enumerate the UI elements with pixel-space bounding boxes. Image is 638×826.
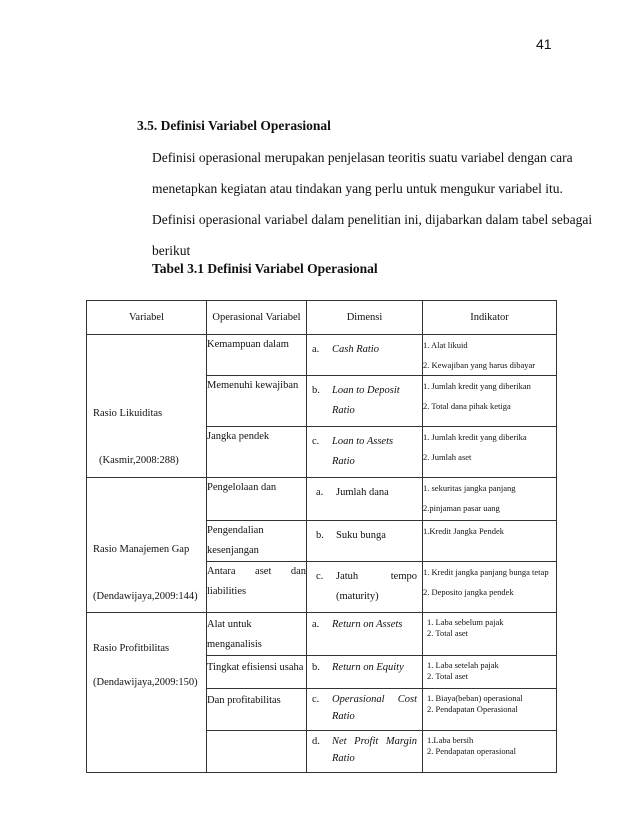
dimension-text: Ratio bbox=[332, 753, 355, 764]
dimension-cell bbox=[307, 731, 423, 773]
indicator-cell bbox=[423, 656, 557, 689]
dimension-text: Loan to Assets Ratio bbox=[332, 436, 394, 467]
dimension-cell bbox=[307, 478, 423, 521]
operational-variable-table bbox=[86, 300, 557, 773]
dimension-text: Return on Assets bbox=[332, 619, 403, 630]
indicator-cell bbox=[423, 731, 557, 773]
section-heading: 3.5. Definisi Variabel Operasional bbox=[137, 118, 331, 133]
dimension-text: Operasional Cost bbox=[332, 694, 417, 705]
table-row bbox=[87, 335, 557, 376]
indicator-line: 1. Jumlah kredit yang diberikan bbox=[423, 381, 531, 391]
operational-cell: Jangka pendek bbox=[207, 427, 307, 478]
dimension-text: Loan to Deposit Ratio bbox=[332, 385, 400, 416]
dimension-text: Suku bunga bbox=[336, 530, 386, 541]
variable-source: (Kasmir,2008:288) bbox=[99, 455, 179, 466]
dimension-text: Ratio bbox=[332, 711, 355, 722]
dimension-cell bbox=[307, 521, 423, 562]
operational-cell: Kemampuan dalam bbox=[207, 335, 307, 376]
operational-line: kesenjangan bbox=[207, 545, 259, 556]
indicator-line: 2. Kewajiban yang harus dibayar bbox=[423, 360, 536, 370]
dimension-cell bbox=[307, 689, 423, 731]
dimension-letter: a. bbox=[316, 487, 324, 498]
dimension-text: Return on Equity bbox=[332, 662, 404, 673]
operational-cell bbox=[207, 562, 307, 613]
operational-cell: Tingkat efisiensi usaha bbox=[207, 656, 307, 689]
indicator-line: 1. Jumlah kredit yang diberika bbox=[423, 432, 527, 442]
operational-line: Pengendalian bbox=[207, 525, 264, 536]
paragraph-line: Definisi operasional merupakan penjelasan teoritis suatu variabel dengan cara bbox=[152, 150, 573, 165]
operational-line: Antara aset dan bbox=[207, 566, 306, 577]
paragraph-line: Definisi operasional variabel dalam penelitian ini, dijabarkan dalam tabel sebagai bbox=[152, 212, 593, 227]
dimension-cell bbox=[307, 562, 423, 613]
indicator-line: 2. Deposito jangka pendek bbox=[423, 587, 514, 597]
indicator-line: 2. Total dana pihak ketiga bbox=[423, 401, 511, 411]
dimension-letter: c. bbox=[312, 436, 320, 447]
indicator-line: 2. Total aset bbox=[427, 628, 469, 638]
dimension-text: (maturity) bbox=[336, 591, 379, 602]
dimension-letter: c. bbox=[312, 694, 320, 705]
table-row bbox=[87, 613, 557, 656]
table-row bbox=[87, 478, 557, 521]
indicator-line: 1.Kredit Jangka Pendek bbox=[423, 526, 504, 536]
body-paragraph bbox=[152, 142, 593, 266]
table-header-row bbox=[87, 301, 557, 335]
indicator-line: 1. sekuritas jangka panjang bbox=[423, 483, 516, 493]
dimension-letter: b. bbox=[312, 385, 320, 396]
operational-cell: Dan profitabilitas bbox=[207, 689, 307, 731]
variable-cell-manajemen-gap bbox=[87, 478, 207, 613]
variable-name: Rasio Profitbilitas bbox=[93, 643, 170, 654]
dimension-cell bbox=[307, 335, 423, 376]
indicator-line: 2. Total aset bbox=[427, 671, 469, 681]
dimension-letter: a. bbox=[312, 344, 320, 355]
operational-cell bbox=[207, 521, 307, 562]
indicator-cell bbox=[423, 689, 557, 731]
operational-cell: Memenuhi kewajiban bbox=[207, 376, 307, 427]
dimension-letter: b. bbox=[316, 530, 324, 541]
variable-cell-profitbilitas bbox=[87, 613, 207, 773]
dimension-cell bbox=[307, 613, 423, 656]
header-indikator: Indikator bbox=[423, 301, 557, 335]
variable-name: Rasio Manajemen Gap bbox=[93, 544, 190, 555]
variable-source: (Dendawijaya,2009:150) bbox=[93, 677, 198, 688]
header-operasional: Operasional Variabel bbox=[207, 301, 307, 335]
indicator-line: 1.Laba bersih bbox=[427, 735, 474, 745]
dimension-text: Jatuh tempo bbox=[336, 571, 417, 582]
indicator-line: 2.pinjaman pasar uang bbox=[423, 503, 500, 513]
indicator-line: 2. Pendapatan Operasional bbox=[427, 704, 518, 714]
paragraph-line: menetapkan kegiatan atau tindakan yang perlu untuk mengukur variabel itu. bbox=[152, 181, 563, 196]
indicator-line: 1. Kredit jangka panjang bunga tetap bbox=[423, 567, 549, 577]
indicator-line: 1. Biaya(beban) operasional bbox=[427, 693, 523, 703]
dimension-text: Net Profit Margin bbox=[332, 736, 417, 747]
table-caption: Tabel 3.1 Definisi Variabel Operasional bbox=[152, 261, 378, 276]
dimension-letter: a. bbox=[312, 619, 320, 630]
indicator-cell bbox=[423, 478, 557, 521]
indicator-cell bbox=[423, 613, 557, 656]
indicator-cell bbox=[423, 521, 557, 562]
indicator-cell bbox=[423, 427, 557, 478]
variable-source: (Dendawijaya,2009:144) bbox=[93, 591, 198, 602]
variable-cell-likuiditas bbox=[87, 335, 207, 478]
indicator-line: 1. Laba setelah pajak bbox=[427, 660, 499, 670]
indicator-cell bbox=[423, 335, 557, 376]
dimension-cell bbox=[307, 376, 423, 427]
operational-cell bbox=[207, 731, 307, 773]
dimension-cell bbox=[307, 427, 423, 478]
indicator-line: 1. Laba sebelum pajak bbox=[427, 617, 504, 627]
dimension-cell bbox=[307, 656, 423, 689]
dimension-text: Cash Ratio bbox=[332, 344, 379, 355]
indicator-cell bbox=[423, 376, 557, 427]
dimension-letter: d. bbox=[312, 736, 320, 747]
page-number: 41 bbox=[536, 36, 552, 52]
indicator-cell bbox=[423, 562, 557, 613]
indicator-line: 2. Pendapatan operasional bbox=[427, 746, 516, 756]
operational-cell: Alat untuk menganalisis bbox=[207, 613, 307, 656]
variable-name: Rasio Likuiditas bbox=[93, 408, 163, 419]
indicator-line: 2. Jumlah aset bbox=[423, 452, 472, 462]
header-dimensi: Dimensi bbox=[307, 301, 423, 335]
dimension-letter: b. bbox=[312, 662, 320, 673]
dimension-letter: c. bbox=[316, 571, 324, 582]
header-variabel: Variabel bbox=[87, 301, 207, 335]
operational-cell: Pengelolaan dan bbox=[207, 478, 307, 521]
indicator-line: 1. Alat likuid bbox=[423, 340, 468, 350]
paragraph-line: berikut bbox=[152, 243, 191, 258]
dimension-text: Jumlah dana bbox=[336, 487, 389, 498]
operational-line: liabilities bbox=[207, 586, 247, 597]
